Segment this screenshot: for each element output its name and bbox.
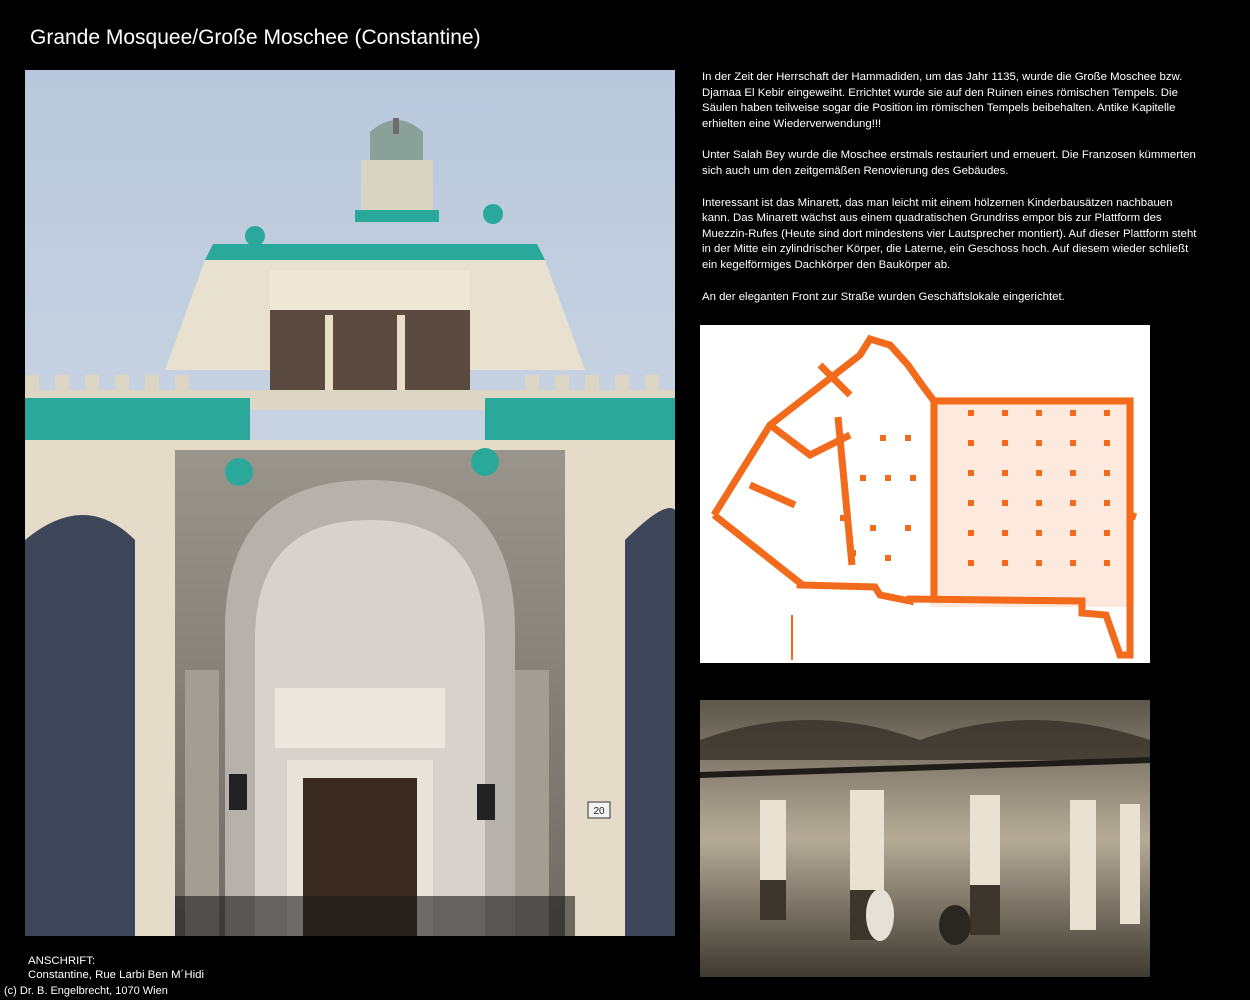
paragraph-1: In der Zeit der Herrschaft der Hammadiden, um das Jahr 1135, wurde die Große Moschee bzw. Djamaa El Kebir eingeweiht. Errichtet wurde sie auf den Ruinen eines römischen Tempels. Die Säulen haben teilweise sogar die Position im römischen Tempels beibehalten. Antike Kapitelle erhielten eine Wiederverwendung!!! (702, 71, 1183, 130)
facade-illustration (25, 70, 675, 936)
address-value: Constantine, Rue Larbi Ben M´Hidi (28, 969, 205, 981)
house-number: 20 (593, 806, 605, 817)
paragraph-3: Interessant ist das Minarett, das man leicht mit einem hölzernen Kinderbausätzen nachbauen kann. Das Minarett wächst aus einem quadratischen Grundriss empor bis zur Plattform des Muezzin-Rufes (Heute sind dort mindestens vier Lautsprecher montiert). Auf dieser Plattform steht in der Mitte ein zylindrischer Körper, die Laterne, ein Geschoss hoch. Auf diesem wieder schließt ein kegelförmiges Dachkörper den Baukörper ab. (702, 196, 1197, 271)
paragraph-4: An der eleganten Front zur Straße wurden Geschäftslokale eingerichtet. (702, 290, 1065, 303)
copyright-notice: (c) Dr. B. Engelbrecht, 1070 Wien (4, 985, 168, 997)
prayer-hall-photo (700, 700, 1150, 977)
prayer-hall-illustration (700, 700, 1150, 977)
floor-plan-drawing (700, 325, 1150, 663)
mosque-facade-photo (25, 70, 675, 936)
paragraph-2: Unter Salah Bey wurde die Moschee erstmals restauriert und erneuert. Die Franzosen kümmerten sich auch um den zeitgemäßen Renovierung des Gebäudes. (702, 149, 1196, 177)
page-title: Grande Mosquee/Große Moschee (Constantine) (30, 26, 481, 49)
address-label: ANSCHRIFT: (28, 955, 96, 967)
floor-plan-image (700, 325, 1150, 663)
description-text (702, 70, 1202, 321)
